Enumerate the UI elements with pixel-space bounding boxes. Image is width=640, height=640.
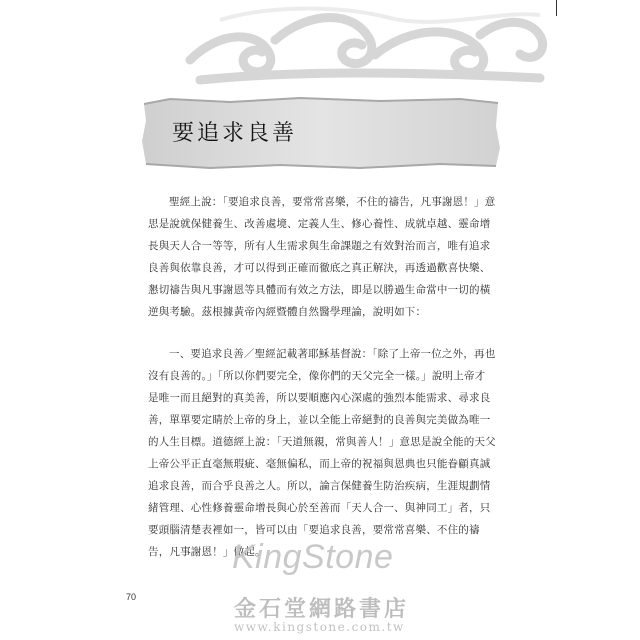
watermark-url: www.kingstone.com.tw bbox=[234, 620, 405, 634]
paragraph-section-1: 一、要追求良善／聖經記載著耶穌基督說：「除了上帝一位之外，再也沒有良善的。」「所以你們要完全，像你們的天父完全一樣。」說明上帝才是唯一而且絕對的真美善，所以要順應內心深處的強烈本能需求、尋求良善，單單要定睛於上帝的身上，並以全能上帝絕對的良善與完美做為唯一的人生目標。道德經上說：「天道無親，常與善人！」意思是說全能的天父上帝公平正直毫無瑕疵、毫無偏私，而上帝的祝福與恩典也只能眷顧真誠追求良善，而合乎良善之人。所以，論言保健養生防治疾病，生涯規劃情緒管理、心性修養靈命增長與心於至善而「天人合一、與神同工」者，只要頭腦清楚表裡如一，皆可以由「要追求良善，要常常喜樂、不住的禱告，凡事謝恩！」做起。 bbox=[148, 347, 496, 558]
watermark-brand: KingStone bbox=[232, 538, 394, 576]
chapter-title: 要追求良善 bbox=[172, 121, 298, 146]
page-number: 70 bbox=[126, 592, 137, 602]
edge-line bbox=[556, 0, 557, 16]
cloud-ornament-icon bbox=[180, 0, 550, 90]
paragraph-intro: 聖經上說：「要追求良善，要常常喜樂，不住的禱告，凡事謝恩！」意思是說就保健養生、改善處境、定義人生、修心養性、成就卓越、靈命增長與天人合一等等，所有人生需求與生命課題之有效對治而言，唯有追求良善與依靠良善，才可以得到正確而徹底之真正解決，再透過歡喜快樂、懇切禱告與凡事謝恩等具體而有效之方法，即是以勝過生命當中一切的橫逆與考驗。茲根據黃帝內經暨體自然醫學理論，說明如下： bbox=[148, 195, 496, 318]
watermark-chinese: 金石堂網路書店 bbox=[234, 596, 410, 622]
